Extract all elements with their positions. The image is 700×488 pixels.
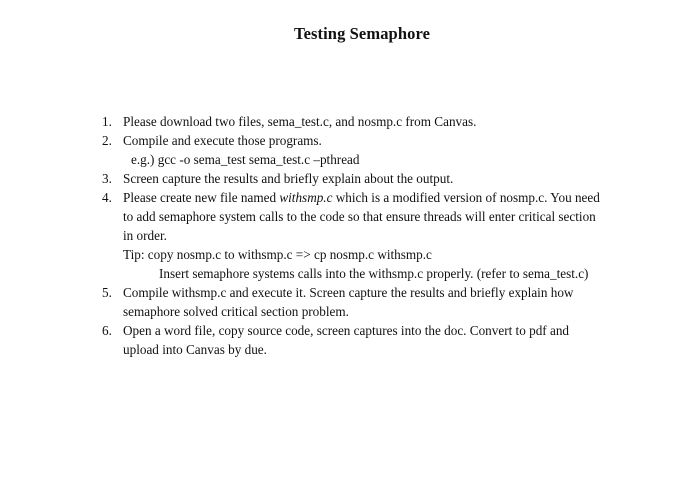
item-number: 1. xyxy=(102,114,112,129)
item-text: upload into Canvas by due. xyxy=(123,342,267,357)
item-text-part: which is a modified version of nosmp.c. You need xyxy=(332,190,600,205)
item-text: Open a word file, copy source code, screen captures into the doc. Convert to pdf and xyxy=(123,323,570,338)
item-text: Please download two files, sema_test.c, and nosmp.c from Canvas. xyxy=(123,114,477,129)
item-number: 3. xyxy=(102,171,112,186)
item-text: Screen capture the results and briefly explain about the output. xyxy=(123,171,454,186)
item-text xyxy=(123,190,600,206)
item-number: 5. xyxy=(102,285,112,300)
item-number: 6. xyxy=(102,323,112,338)
item-text: semaphore solved critical section problem. xyxy=(123,304,349,319)
tip-text: Tip: copy nosmp.c to withsmp.c => cp nosmp.c withsmp.c xyxy=(123,247,432,262)
item-text: Compile withsmp.c and execute it. Screen capture the results and briefly explain how xyxy=(123,285,574,300)
filename-emphasis: withsmp.c xyxy=(279,190,333,205)
insert-instruction: Insert semaphore systems calls into the withsmp.c properly. (refer to sema_test.c) xyxy=(159,266,589,281)
item-text-part: Please create new file named xyxy=(123,190,280,205)
document-title: Testing Semaphore xyxy=(293,24,430,43)
item-number: 4. xyxy=(102,190,112,205)
item-number: 2. xyxy=(102,133,112,148)
example-command: e.g.) gcc -o sema_test sema_test.c –pthread xyxy=(131,152,360,167)
item-text: Compile and execute those programs. xyxy=(123,133,322,148)
item-text: in order. xyxy=(123,228,167,243)
item-text: to add semaphore system calls to the code so that ensure threads will enter critical section xyxy=(123,209,596,224)
